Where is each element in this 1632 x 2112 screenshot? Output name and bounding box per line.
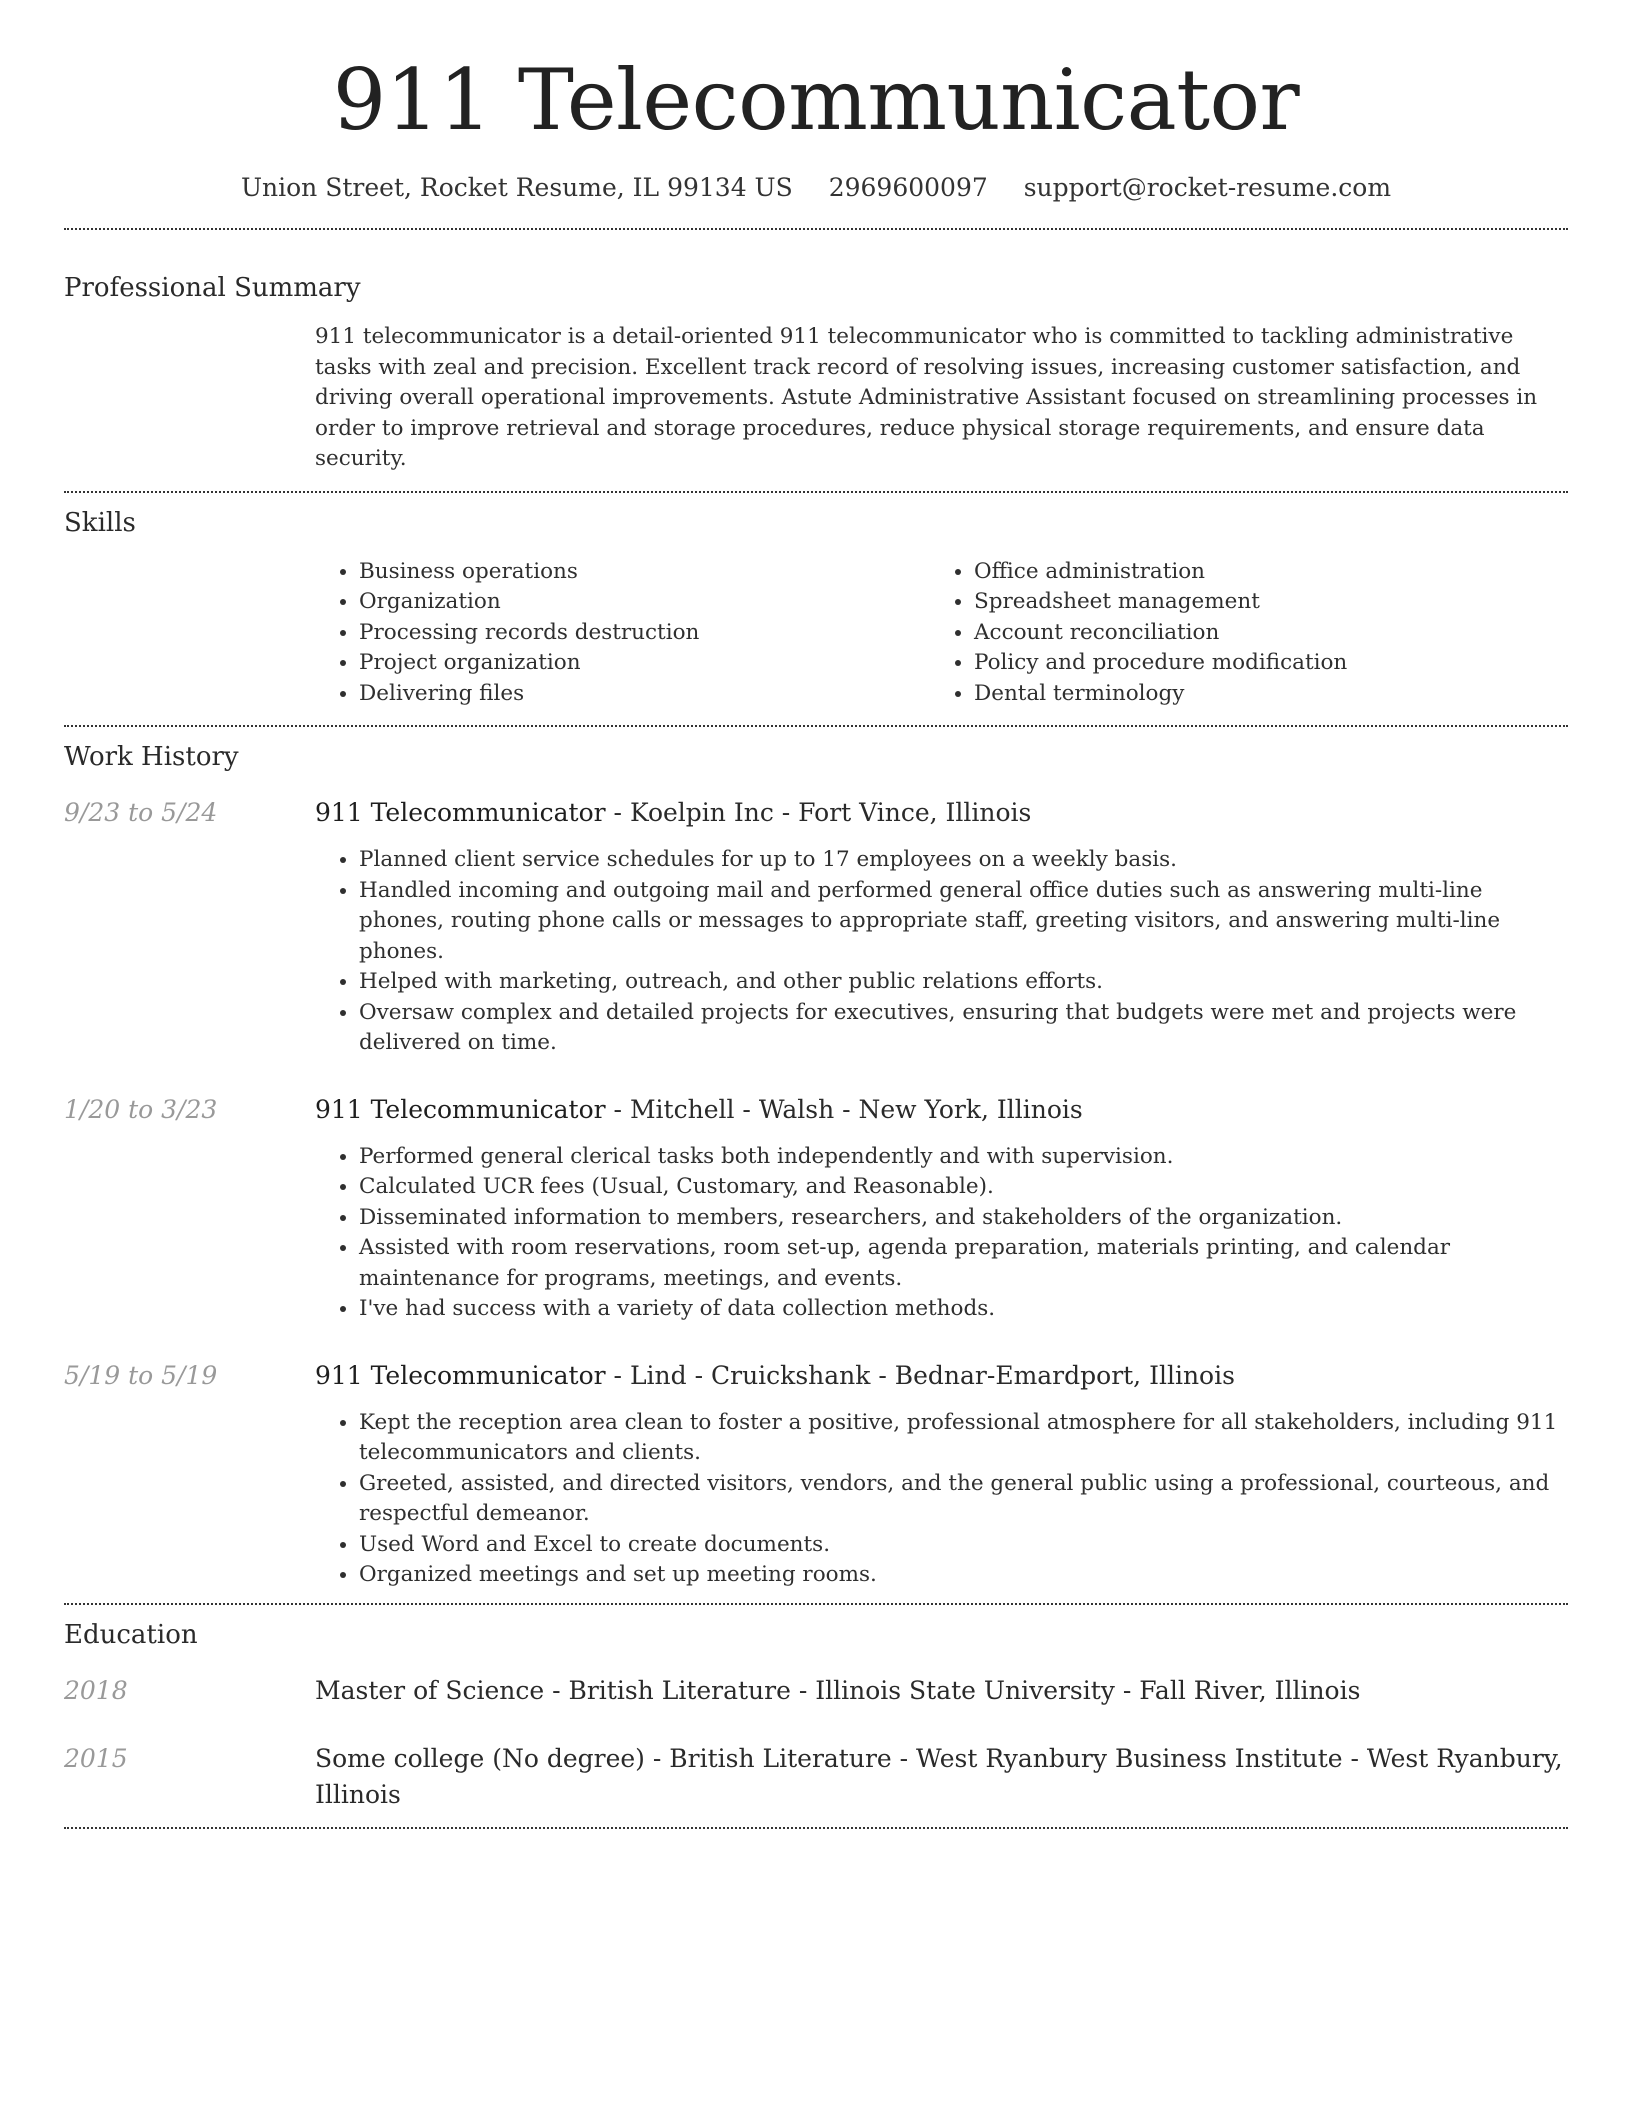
skill-item: • Delivering files: [359, 679, 930, 710]
work-entry-employer: - Lind - Cruickshank - Bednar-Emardport, Illinois: [605, 1360, 1235, 1390]
work-entry-role: 911 Telecommunicator: [315, 1094, 606, 1124]
work-entry-bullets: [315, 1142, 1568, 1325]
work-entry-title: [315, 1092, 1568, 1128]
work-entry-role: 911 Telecommunicator: [315, 1360, 606, 1390]
education-degree: Some college (No degree) - British Literature: [315, 1743, 892, 1773]
work-entry-body: [315, 1092, 1568, 1325]
work-history-heading: Work History: [64, 742, 239, 772]
work-bullet: • Performed general clerical tasks both independently and with supervision.: [359, 1142, 1568, 1173]
education-entry-date: 2018: [64, 1675, 128, 1705]
work-bullet: • Oversaw complex and detailed projects for executives, ensuring that budgets were met and projects were delivered on time.: [359, 998, 1568, 1059]
work-entry-title: [315, 795, 1568, 831]
contact-email: support@rocket-resume.com: [1023, 173, 1392, 202]
summary-text: 911 telecommunicator is a detail-oriented 911 telecommunicator who is committed to tackling administrative tasks with zeal and precision. Excellent track record of resolving issues, increasing customer satisfaction, and driving overall operational improvements. Astute Administrative Assistant focused on streamlining processes in order to improve retrieval and storage procedures, reduce physical storage requirements, and ensure data security.: [315, 324, 1538, 471]
skill-item: • Dental terminology: [974, 679, 1545, 710]
skill-item: • Policy and procedure modification: [974, 648, 1545, 679]
contact-address: Union Street, Rocket Resume, IL 99134 US: [240, 173, 793, 202]
education-school: - Illinois State University - Fall River, Illinois: [790, 1675, 1361, 1705]
skills-column-right: [930, 557, 1545, 710]
work-bullet: • Assisted with room reservations, room set-up, agenda preparation, materials printing, and calendar maintenance for programs, meetings, and events.: [359, 1233, 1568, 1294]
work-bullet: • Planned client service schedules for up to 17 employees on a weekly basis.: [359, 845, 1568, 876]
skill-item: • Spreadsheet management: [974, 587, 1545, 618]
skill-item: • Office administration: [974, 557, 1545, 588]
skill-item: • Account reconciliation: [974, 618, 1545, 649]
work-bullet: • Greeted, assisted, and directed visitors, vendors, and the general public using a professional, courteous, and respectful demeanor.: [359, 1469, 1568, 1530]
work-entry-bullets: [315, 1408, 1568, 1591]
work-entry-body: [315, 795, 1568, 1059]
work-entry: [64, 1358, 1568, 1591]
work-entry-title: [315, 1358, 1568, 1394]
work-bullet: • Helped with marketing, outreach, and other public relations efforts.: [359, 967, 1568, 998]
section-divider: [64, 1827, 1568, 1829]
skills-section: [64, 493, 1568, 710]
resume-header: [64, 0, 1568, 206]
work-entry-date: 1/20 to 3/23: [64, 1094, 218, 1124]
summary-section: [64, 230, 1568, 475]
skill-item: • Organization: [359, 587, 930, 618]
work-entry-date: 5/19 to 5/19: [64, 1360, 218, 1390]
skills-list-right: [930, 557, 1545, 710]
work-entry-date: 9/23 to 5/24: [64, 798, 218, 827]
contact-phone: 2969600097: [828, 173, 988, 202]
work-history-section: [64, 727, 1568, 1591]
work-entry: [64, 795, 1568, 1059]
work-bullet: • I've had success with a variety of data collection methods.: [359, 1294, 1568, 1325]
work-entry-employer: - Mitchell - Walsh - New York, Illinois: [605, 1094, 1083, 1124]
candidate-name: 911 Telecommunicator: [332, 51, 1300, 149]
summary-heading: Professional Summary: [64, 273, 361, 303]
work-entry-employer: - Koelpin Inc - Fort Vince, Illinois: [605, 798, 1032, 827]
education-section: [64, 1605, 1568, 1813]
work-entry-bullets: [315, 845, 1568, 1059]
education-heading: Education: [64, 1619, 198, 1650]
skills-heading: Skills: [64, 507, 136, 538]
skill-item: • Business operations: [359, 557, 930, 588]
education-entry-body: [315, 1673, 1568, 1709]
work-bullet: • Organized meetings and set up meeting rooms.: [359, 1560, 1568, 1591]
work-bullet: • Disseminated information to members, researchers, and stakeholders of the organization.: [359, 1203, 1568, 1234]
skills-grid: [315, 557, 1568, 710]
education-school: - West Ryanbury Business Institute - West Ryanbury, Illinois: [315, 1743, 1563, 1809]
work-entry-body: [315, 1358, 1568, 1591]
education-entry-body: [315, 1741, 1568, 1813]
education-entry-date: 2015: [64, 1743, 128, 1773]
contact-line: [64, 170, 1568, 206]
work-entry-role: 911 Telecommunicator: [315, 798, 606, 827]
skill-item: • Processing records destruction: [359, 618, 930, 649]
skill-item: • Project organization: [359, 648, 930, 679]
skills-content: [315, 557, 1568, 710]
work-entry: [64, 1092, 1568, 1325]
work-bullet: • Handled incoming and outgoing mail and performed general office duties such as answering multi-line phones, routing phone calls or messages to appropriate staff, greeting visitors, and answering multi-line phones.: [359, 876, 1568, 968]
work-bullet: • Kept the reception area clean to foster a positive, professional atmosphere for all stakeholders, including 911 telecommunicators and clients.: [359, 1408, 1568, 1469]
education-degree: Master of Science - British Literature: [315, 1675, 791, 1705]
skills-list-left: [315, 557, 930, 710]
summary-content: [315, 322, 1568, 475]
education-entry: [64, 1741, 1568, 1813]
education-entry: [64, 1673, 1568, 1709]
skills-column-left: [315, 557, 930, 710]
work-bullet: • Used Word and Excel to create documents.: [359, 1530, 1568, 1561]
work-bullet: • Calculated UCR fees (Usual, Customary, and Reasonable).: [359, 1172, 1568, 1203]
